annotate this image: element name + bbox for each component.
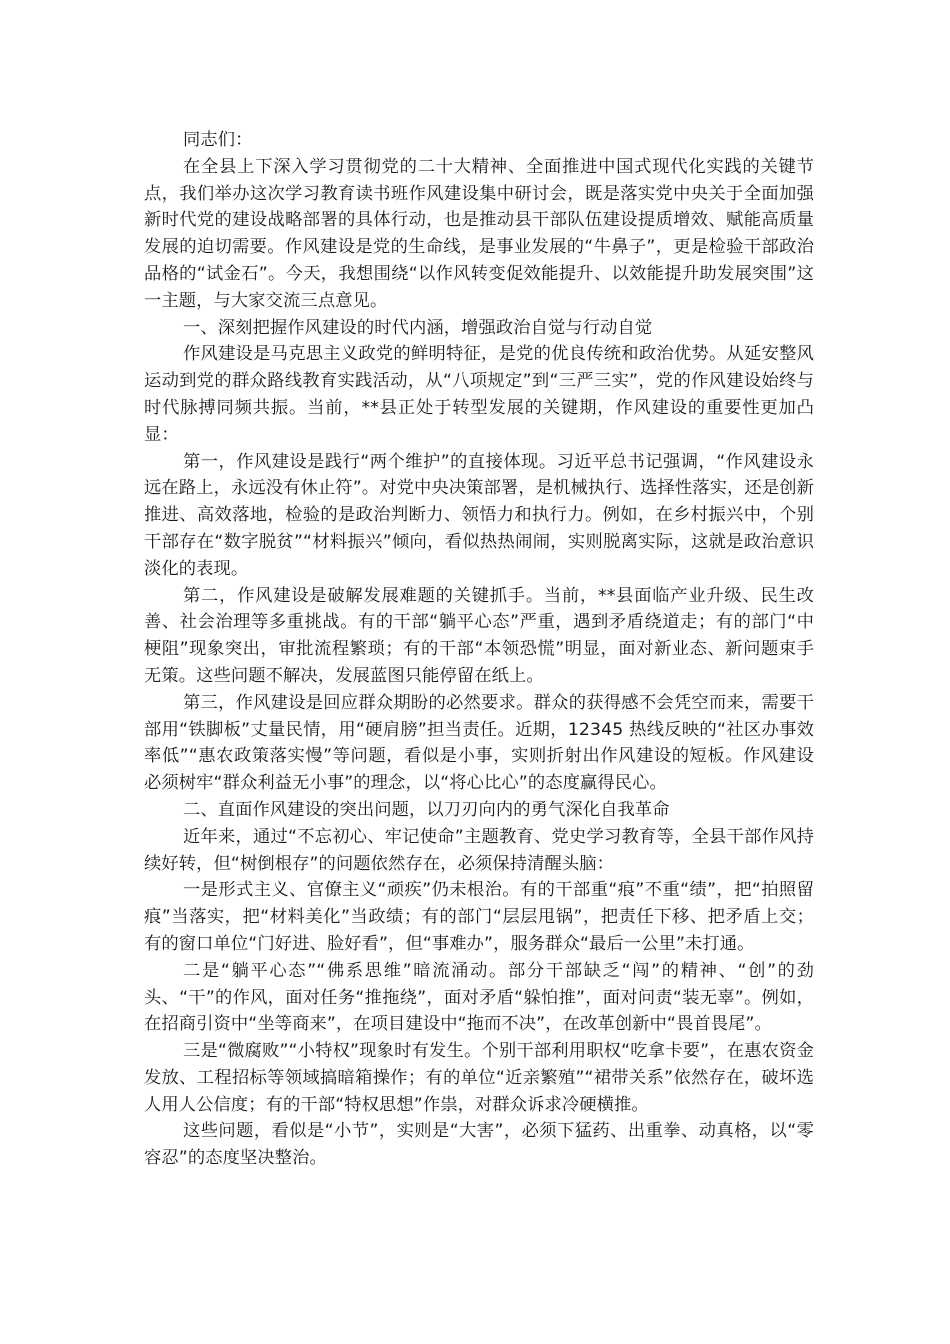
intro-paragraph: 在全县上下深入学习贯彻党的二十大精神、全面推进中国式现代化实践的关键节点，我们举办这次学习教育读书班作风建设集中研讨会，既是落实党中央关于全面加强新时代党的建设战略部署的具体行动，也是推动县干部队伍建设提质增效、赋能高质量发展的迫切需要。作风建设是党的生命线，是事业发展的“牛鼻子”，更是检验干部政治品格的“试金石”。今天，我想围绕“以作风转变促效能提升、以效能提升助发展突围”这一主题，与大家交流三点意见。	[144, 156, 814, 311]
body-paragraph: 近年来，通过“不忘初心、牢记使命”主题教育、党史学习教育等，全县干部作风持续好转，但“树倒根存”的问题依然存在，必须保持清醒头脑：	[144, 826, 814, 874]
body-paragraph: 第三，作风建设是回应群众期盼的必然要求。群众的获得感不会凭空而来，需要干部用“铁脚板”丈量民情，用“硬肩膀”担当责任。近期，12345 热线反映的“社区办事效率低”“惠农政策落实慢”等问题，看似是小事，实则折射出作风建设的短板。作风建设必须树牢“群众利益无小事”的理念，以“将心比心”的态度赢得民心。	[144, 692, 814, 794]
body-paragraph: 这些问题，看似是“小节”，实则是“大害”，必须下猛药、出重拳、动真格，以“零容忍”的态度坚决整治。	[144, 1121, 814, 1169]
body-paragraph: 第二，作风建设是破解发展难题的关键抓手。当前，**县面临产业升级、民生改善、社会治理等多重挑战。有的干部“躺平心态”严重，遇到矛盾绕道走；有的部门“中梗阻”现象突出，审批流程繁琐；有的干部“本领恐慌”明显，面对新业态、新问题束手无策。这些问题不解决，发展蓝图只能停留在纸上。	[144, 585, 814, 686]
section-heading-2: 二、直面作风建设的突出问题，以刀刃向内的勇气深化自我革命	[183, 799, 670, 820]
body-paragraph: 三是“微腐败”“小特权”现象时有发生。个别干部利用职权“吃拿卡要”，在惠农资金发放、工程招标等领域搞暗箱操作；有的单位“近亲繁殖”“裙带关系”依然存在，破坏选人用人公信度；有的干部“特权思想”作祟，对群众诉求冷硬横推。	[144, 1041, 814, 1115]
body-paragraph: 一是形式主义、官僚主义“顽疾”仍未根治。有的干部重“痕”不重“绩”，把“拍照留痕”当落实，把“材料美化”当政绩；有的部门“层层甩锅”，把责任下移、把矛盾上交；有的窗口单位“门好进、脸好看”，但“事难办”，服务群众“最后一公里”未打通。	[144, 880, 814, 954]
document-page	[144, 119, 814, 1172]
body-paragraph: 二是“躺平心态”“佛系思维”暗流涌动。部分干部缺乏“闯”的精神、“创”的劲头、“干”的作风，面对任务“推拖绕”，面对矛盾“躲怕推”，面对问责“装无辜”。例如，在招商引资中“坐等商来”，在项目建设中“拖而不决”，在改革创新中“畏首畏尾”。	[144, 960, 814, 1035]
body-paragraph: 第一，作风建设是践行“两个维护”的直接体现。习近平总书记强调，“作风建设永远在路上，永远没有休止符”。对党中央决策部署，是机械执行、选择性落实，还是创新推进、高效落地，检验的是政治判断力、领悟力和执行力。例如，在乡村振兴中，个别干部存在“数字脱贫”“材料振兴”倾向，看似热热闹闹，实则脱离实际，这就是政治意识淡化的表现。	[144, 451, 814, 579]
section-heading-1: 一、深刻把握作风建设的时代内涵，增强政治自觉与行动自觉	[183, 317, 653, 338]
body-paragraph: 作风建设是马克思主义政党的鲜明特征，是党的优良传统和政治优势。从延安整风运动到党的群众路线教育实践活动，从“八项规定”到“三严三实”，党的作风建设始终与时代脉搏同频共振。当前，**县正处于转型发展的关键期，作风建设的重要性更加凸显：	[144, 344, 814, 445]
salutation: 同志们：	[183, 130, 253, 150]
